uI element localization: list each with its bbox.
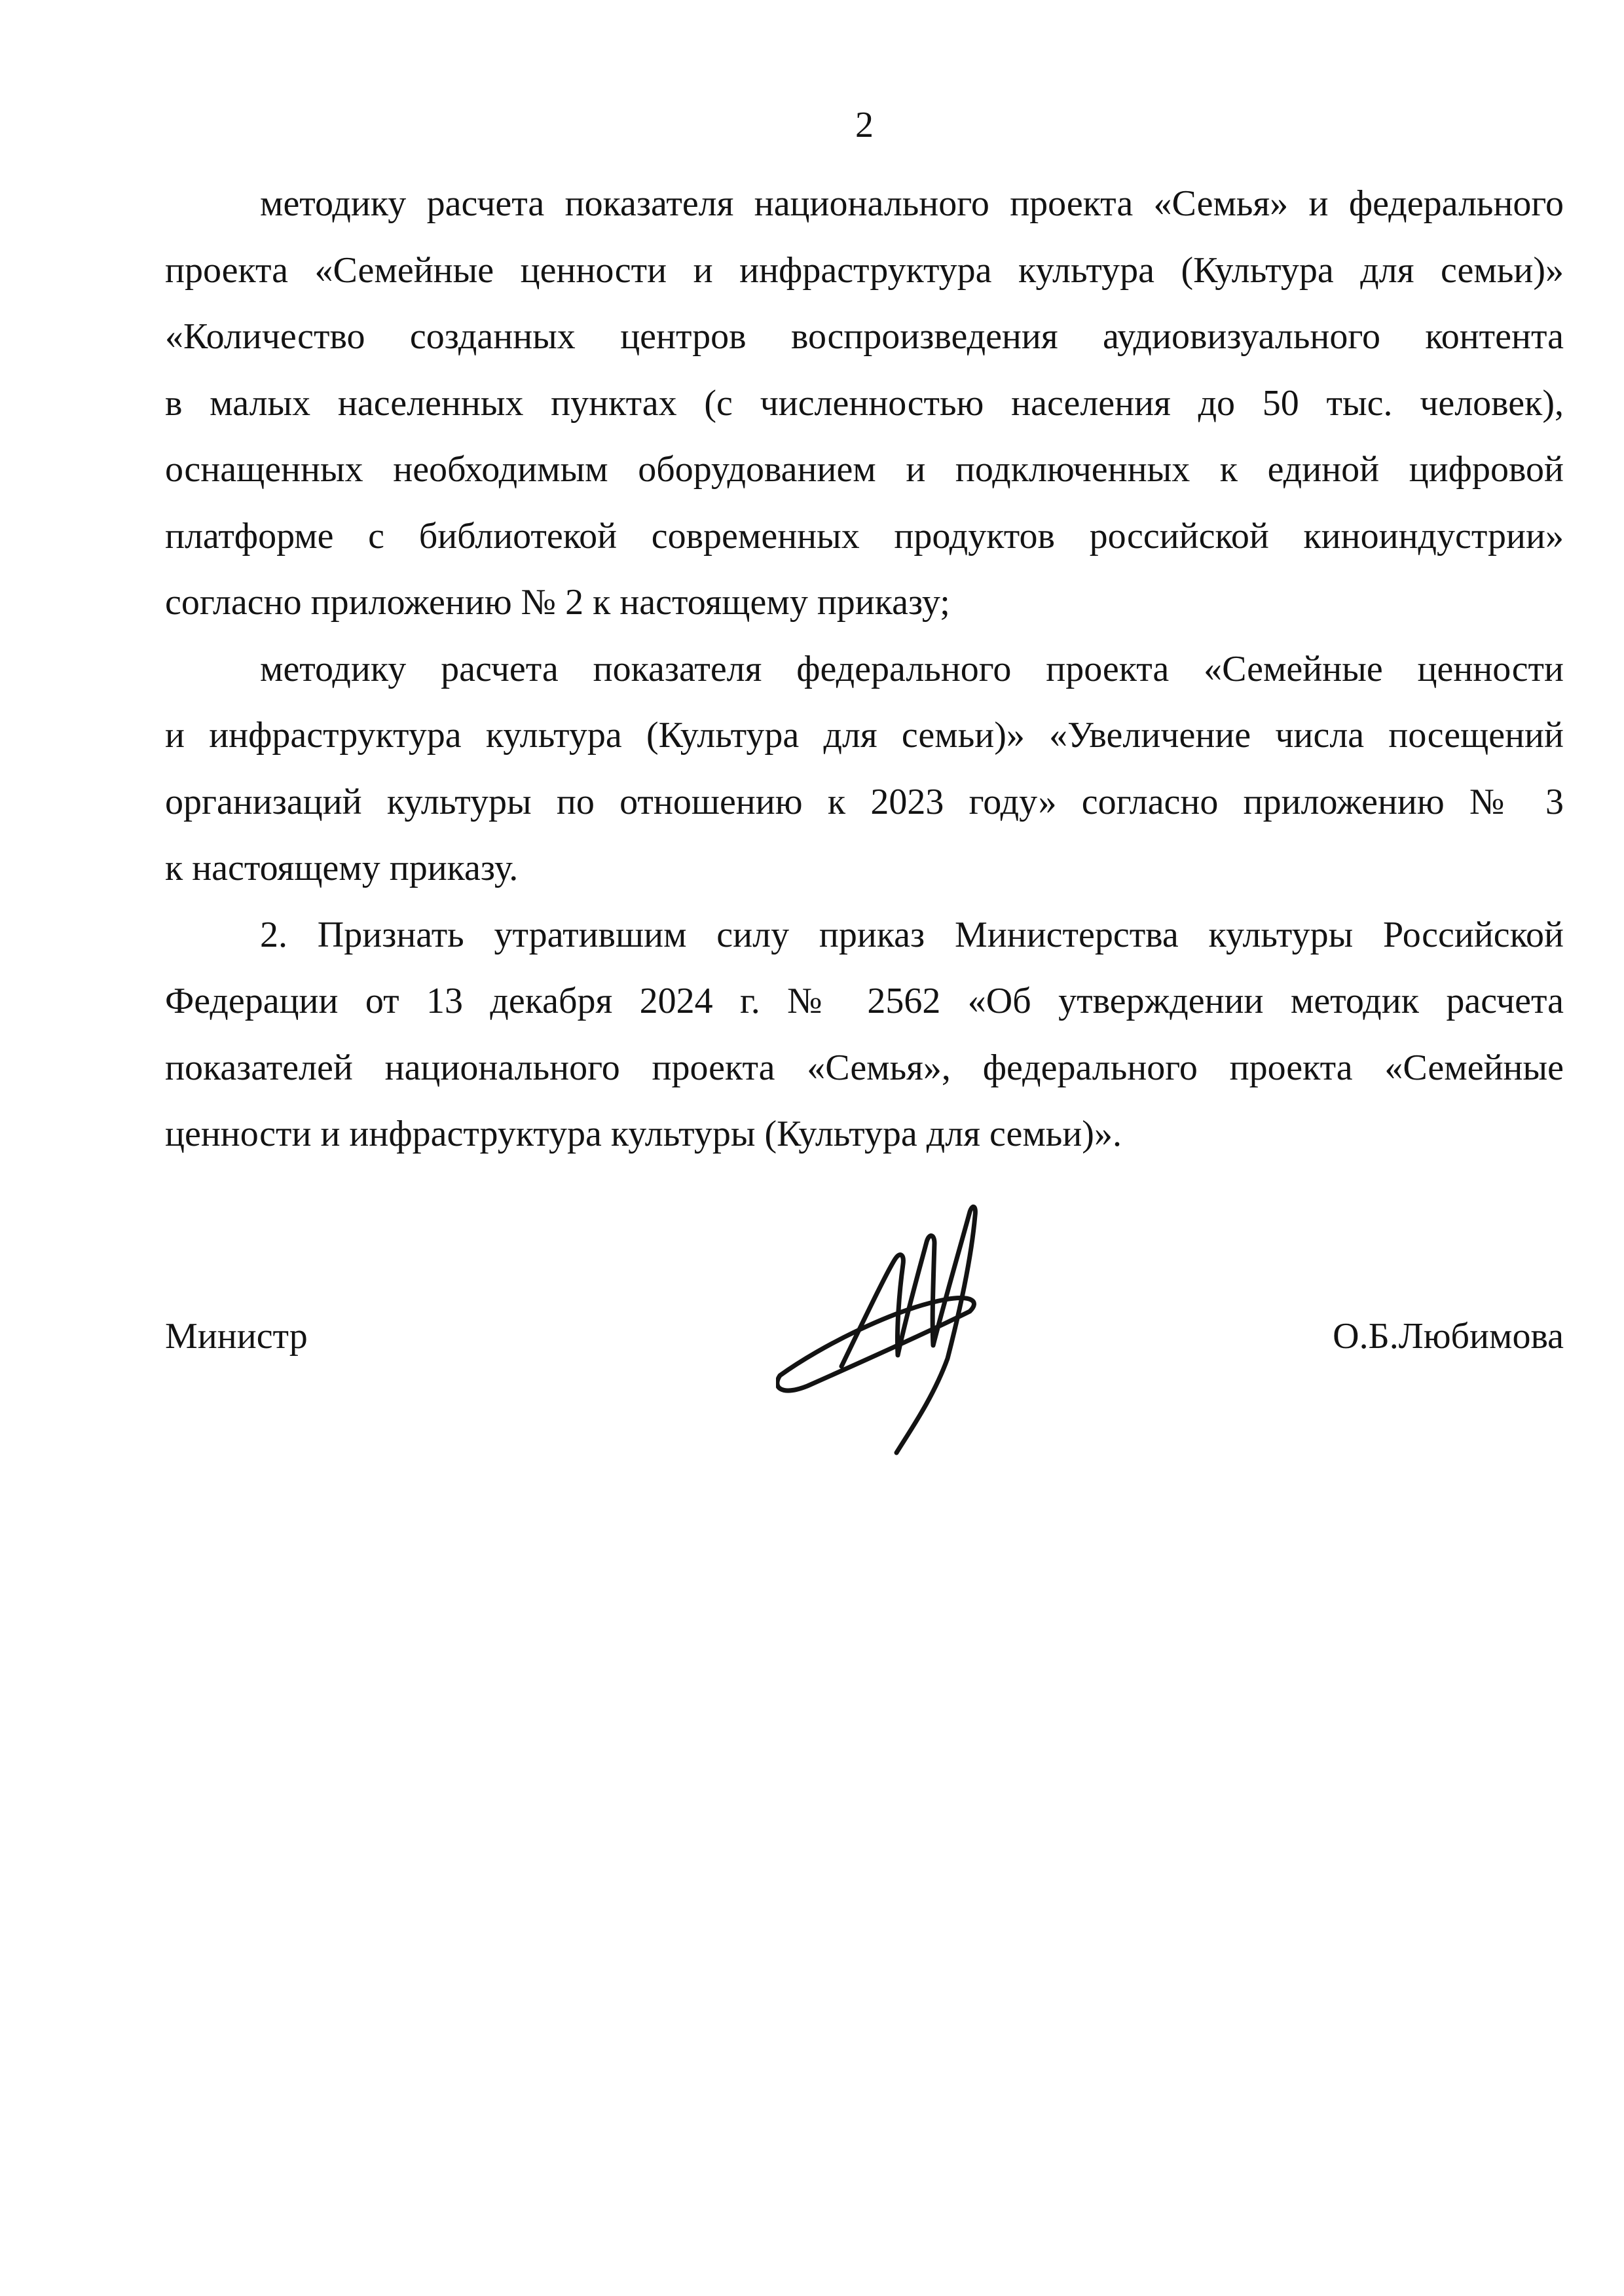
page-number: 2 [855,105,874,145]
text-line: проекта «Семейные ценности и инфраструктура культура (Культура для семьи)» [165,249,1564,291]
text-line: ценности и инфраструктура культуры (Культура для семьи)». [165,1114,1122,1154]
text-line: согласно приложению № 2 к настоящему приказу; [165,582,950,623]
text-line: оснащенных необходимым оборудованием и подключенных к единой цифровой [165,449,1564,490]
text-line: и инфраструктура культура (Культура для семьи)» «Увеличение числа посещений [165,715,1564,756]
text-line: методику расчета показателя национального проекта «Семья» и федерального [260,183,1564,224]
text-line: показателей национального проекта «Семья», федерального проекта «Семейные [165,1047,1564,1088]
text-line: методику расчета показателя федерального проекта «Семейные ценности [260,648,1564,689]
document-body [165,171,1564,1168]
handwritten-signature-icon [776,1201,979,1457]
signature-role-label: Министр [165,1316,308,1357]
text-line: организаций культуры по отношению к 2023 году» согласно приложению № 3 [165,781,1564,822]
signature-name: О.Б.Любимова [1333,1316,1564,1357]
text-line: платформе с библиотекой современных продуктов российской киноиндустрии» [165,515,1564,556]
text-line: «Количество созданных центров воспроизведения аудиовизуального контента [165,316,1564,357]
text-line: к настоящему приказу. [165,848,519,888]
text-line: в малых населенных пунктах (с численностью населения до 50 тыс. человек), [165,382,1564,424]
text-line: 2. Признать утратившим силу приказ Министерства культуры Российской [260,914,1564,955]
text-line: Федерации от 13 декабря 2024 г. № 2562 «Об утверждении методик расчета [165,981,1564,1021]
